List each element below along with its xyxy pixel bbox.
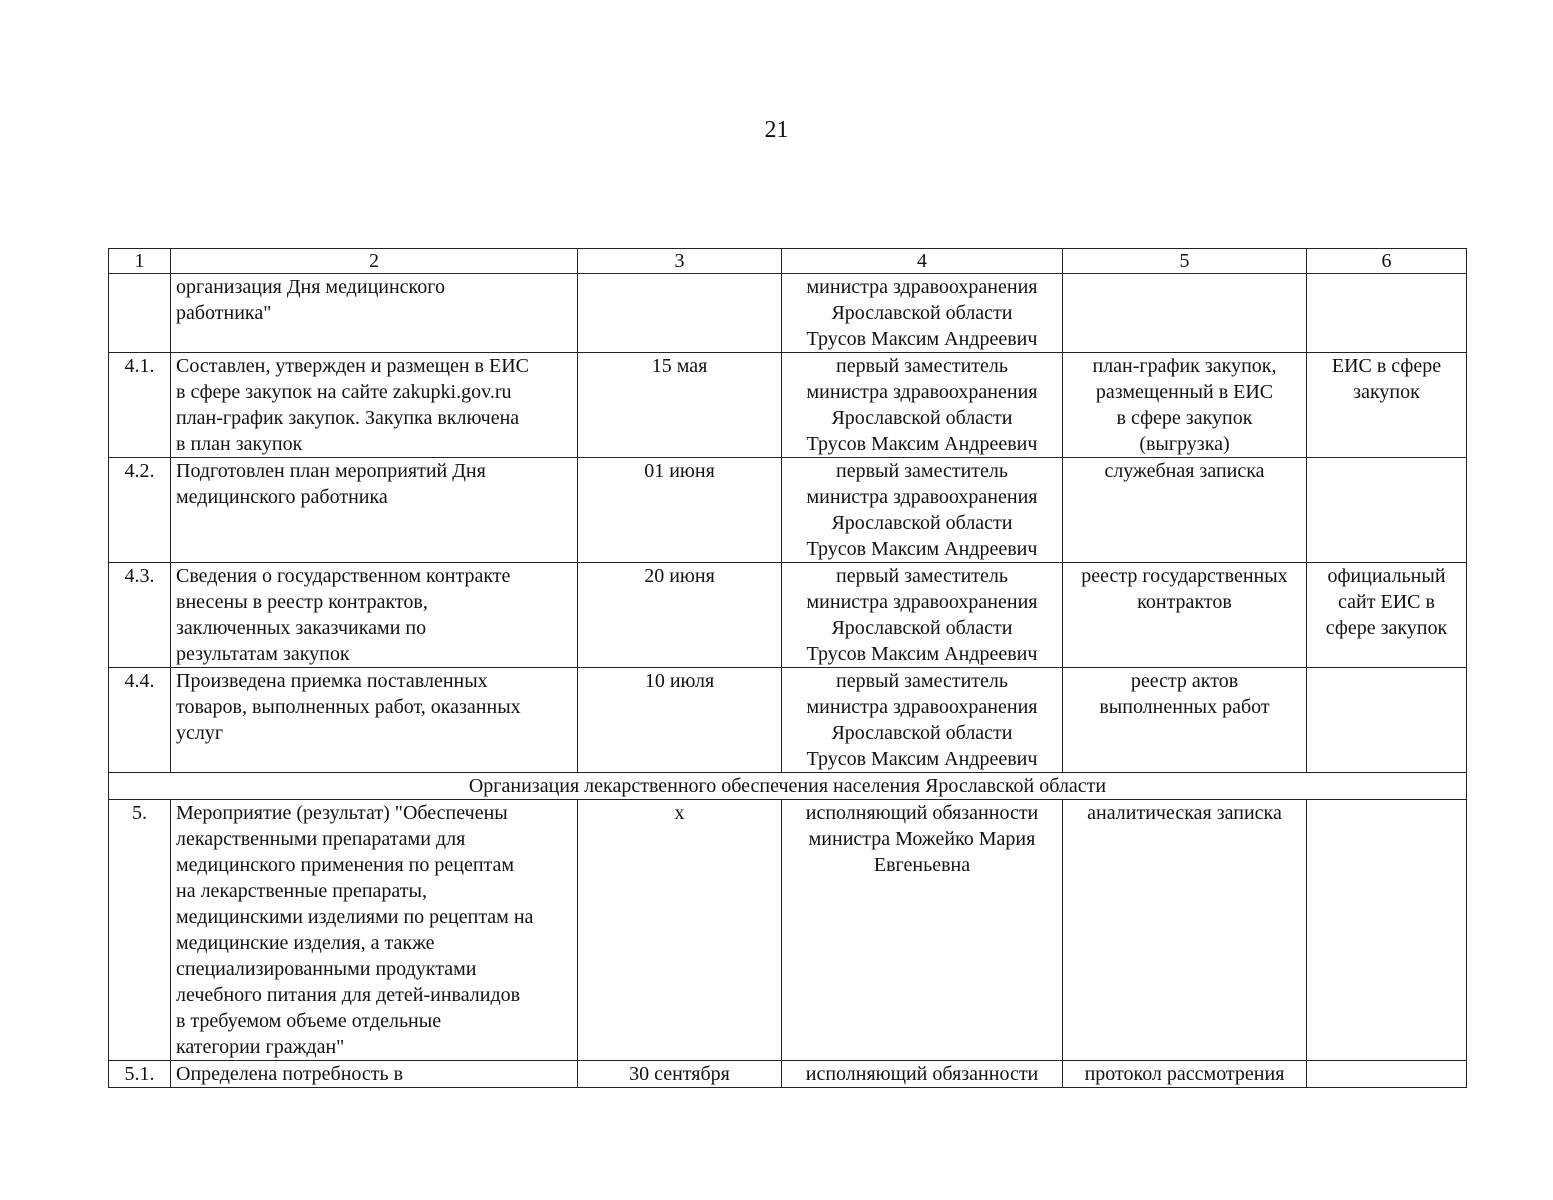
row-date: х [578, 800, 782, 1061]
column-header: 2 [171, 249, 578, 274]
row-source [1307, 1061, 1467, 1088]
row-document: реестр актов выполненных работ [1063, 668, 1307, 773]
row-date: 01 июня [578, 458, 782, 563]
row-description: Определена потребность в [171, 1061, 578, 1088]
plan-table [108, 248, 1467, 1088]
row-responsible: первый заместитель министра здравоохранения Ярославской области Трусов Максим Андреевич [782, 668, 1063, 773]
table-row [109, 668, 1467, 773]
row-responsible: исполняющий обязанности [782, 1061, 1063, 1088]
row-responsible: первый заместитель министра здравоохранения Ярославской области Трусов Максим Андреевич [782, 458, 1063, 563]
row-date: 30 сентября [578, 1061, 782, 1088]
table-row [109, 274, 1467, 353]
row-source [1307, 274, 1467, 353]
column-header: 5 [1063, 249, 1307, 274]
row-number: 4.3. [109, 563, 171, 668]
row-source: официальный сайт ЕИС в сфере закупок [1307, 563, 1467, 668]
row-number: 4.4. [109, 668, 171, 773]
column-header: 1 [109, 249, 171, 274]
row-description: Сведения о государственном контракте внесены в реестр контрактов, заключенных заказчиками по результатам закупок [171, 563, 578, 668]
table-row [109, 353, 1467, 458]
row-document: план-график закупок, размещенный в ЕИС в сфере закупок (выгрузка) [1063, 353, 1307, 458]
row-description: Мероприятие (результат) "Обеспечены лекарственными препаратами для медицинского применения по рецептам на лекарственные препараты, медицинскими изделиями по рецептам на медицинские изделия, а также специализированными продуктами лечебного питания для детей-инвалидов в требуемом объеме отдельные категории граждан" [171, 800, 578, 1061]
column-header: 6 [1307, 249, 1467, 274]
row-number [109, 274, 171, 353]
row-date: 20 июня [578, 563, 782, 668]
row-description: Составлен, утвержден и размещен в ЕИС в сфере закупок на сайте zakupki.gov.ru план-график закупок. Закупка включена в план закупок [171, 353, 578, 458]
section-row [109, 773, 1467, 800]
row-number: 4.1. [109, 353, 171, 458]
table-row [109, 563, 1467, 668]
row-description: Подготовлен план мероприятий Дня медицинского работника [171, 458, 578, 563]
table-row [109, 800, 1467, 1061]
row-source [1307, 800, 1467, 1061]
row-responsible: первый заместитель министра здравоохранения Ярославской области Трусов Максим Андреевич [782, 353, 1063, 458]
row-date: 10 июля [578, 668, 782, 773]
row-description: Произведена приемка поставленных товаров, выполненных работ, оказанных услуг [171, 668, 578, 773]
row-description: организация Дня медицинского работника" [171, 274, 578, 353]
column-header: 4 [782, 249, 1063, 274]
page-number: 21 [764, 117, 789, 143]
row-document: служебная записка [1063, 458, 1307, 563]
row-source [1307, 458, 1467, 563]
table-row [109, 1061, 1467, 1088]
row-document: реестр государственных контрактов [1063, 563, 1307, 668]
section-title: Организация лекарственного обеспечения населения Ярославской области [109, 773, 1467, 800]
table-row [109, 458, 1467, 563]
row-document: протокол рассмотрения [1063, 1061, 1307, 1088]
row-responsible: первый заместитель министра здравоохранения Ярославской области Трусов Максим Андреевич [782, 563, 1063, 668]
row-number: 5. [109, 800, 171, 1061]
row-number: 5.1. [109, 1061, 171, 1088]
row-date: 15 мая [578, 353, 782, 458]
row-document: аналитическая записка [1063, 800, 1307, 1061]
row-responsible: министра здравоохранения Ярославской области Трусов Максим Андреевич [782, 274, 1063, 353]
row-responsible: исполняющий обязанности министра Можейко Мария Евгеньевна [782, 800, 1063, 1061]
row-number: 4.2. [109, 458, 171, 563]
row-source: ЕИС в сфере закупок [1307, 353, 1467, 458]
column-header: 3 [578, 249, 782, 274]
row-document [1063, 274, 1307, 353]
column-number-row [109, 249, 1467, 274]
row-date [578, 274, 782, 353]
row-source [1307, 668, 1467, 773]
